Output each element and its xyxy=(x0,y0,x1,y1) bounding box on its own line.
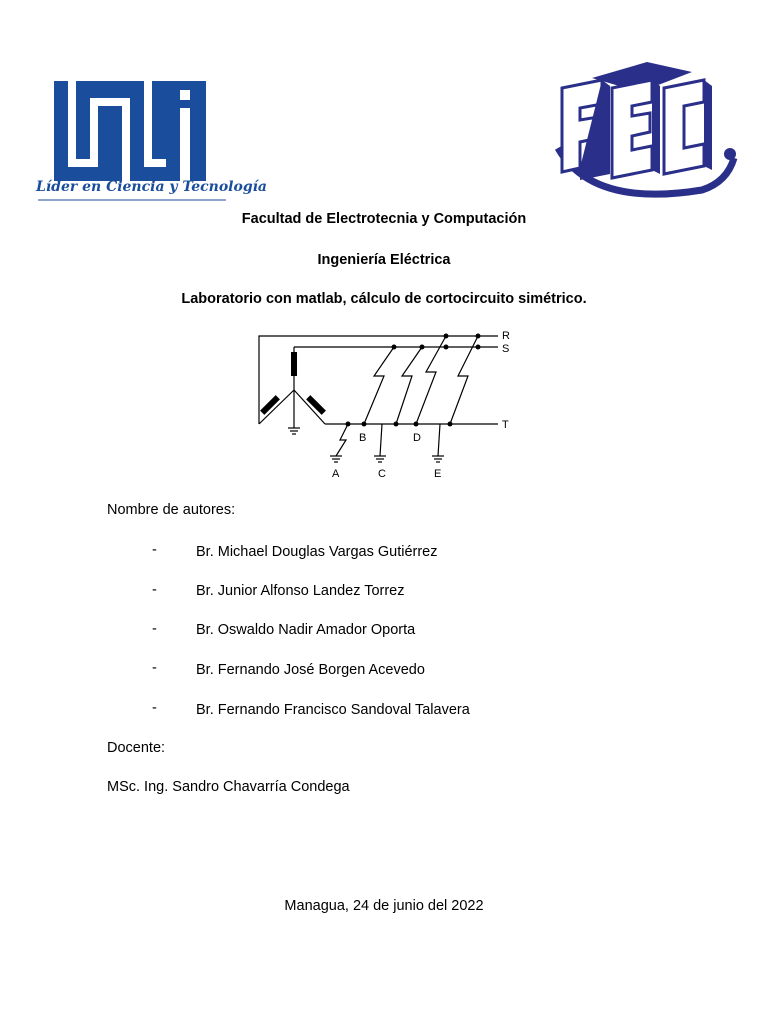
label-B: B xyxy=(359,432,367,444)
uni-logo xyxy=(36,78,268,206)
author-item: Br. Junior Alfonso Landez Torrez xyxy=(196,583,405,599)
author-bullet: - xyxy=(152,700,157,716)
author-bullet: - xyxy=(152,582,157,598)
author-item: Br. Fernando José Borgen Acevedo xyxy=(196,662,425,678)
author-bullet: - xyxy=(152,542,157,558)
teacher-name: MSc. Ing. Sandro Chavarría Condega xyxy=(107,779,350,795)
author-bullet: - xyxy=(152,660,157,676)
document-title: Laboratorio con matlab, cálculo de cortocircuito simétrico. xyxy=(181,291,587,307)
author-bullet: - xyxy=(152,621,157,637)
authors-heading: Nombre de autores: xyxy=(107,502,236,518)
author-item: Br. Michael Douglas Vargas Gutiérrez xyxy=(196,544,438,560)
label-R: R xyxy=(502,330,510,342)
label-A: A xyxy=(332,468,340,480)
author-item: Br. Oswaldo Nadir Amador Oporta xyxy=(196,622,416,638)
label-E: E xyxy=(434,468,442,480)
label-S: S xyxy=(502,343,510,355)
uni-tagline: Líder en Ciencia y Tecnología xyxy=(36,179,268,195)
label-D: D xyxy=(413,432,421,444)
fec-logo xyxy=(552,58,742,200)
place-date: Managua, 24 de junio del 2022 xyxy=(284,898,484,914)
faculty-name: Facultad de Electrotecnia y Computación xyxy=(241,211,527,227)
label-C: C xyxy=(378,468,386,480)
teacher-heading: Docente: xyxy=(107,740,166,756)
label-T: T xyxy=(502,419,509,431)
program-name: Ingeniería Eléctrica xyxy=(317,252,451,268)
fec-logo-mark xyxy=(552,58,742,200)
author-item: Br. Fernando Francisco Sandoval Talavera xyxy=(196,702,470,718)
short-circuit-diagram xyxy=(250,328,515,480)
